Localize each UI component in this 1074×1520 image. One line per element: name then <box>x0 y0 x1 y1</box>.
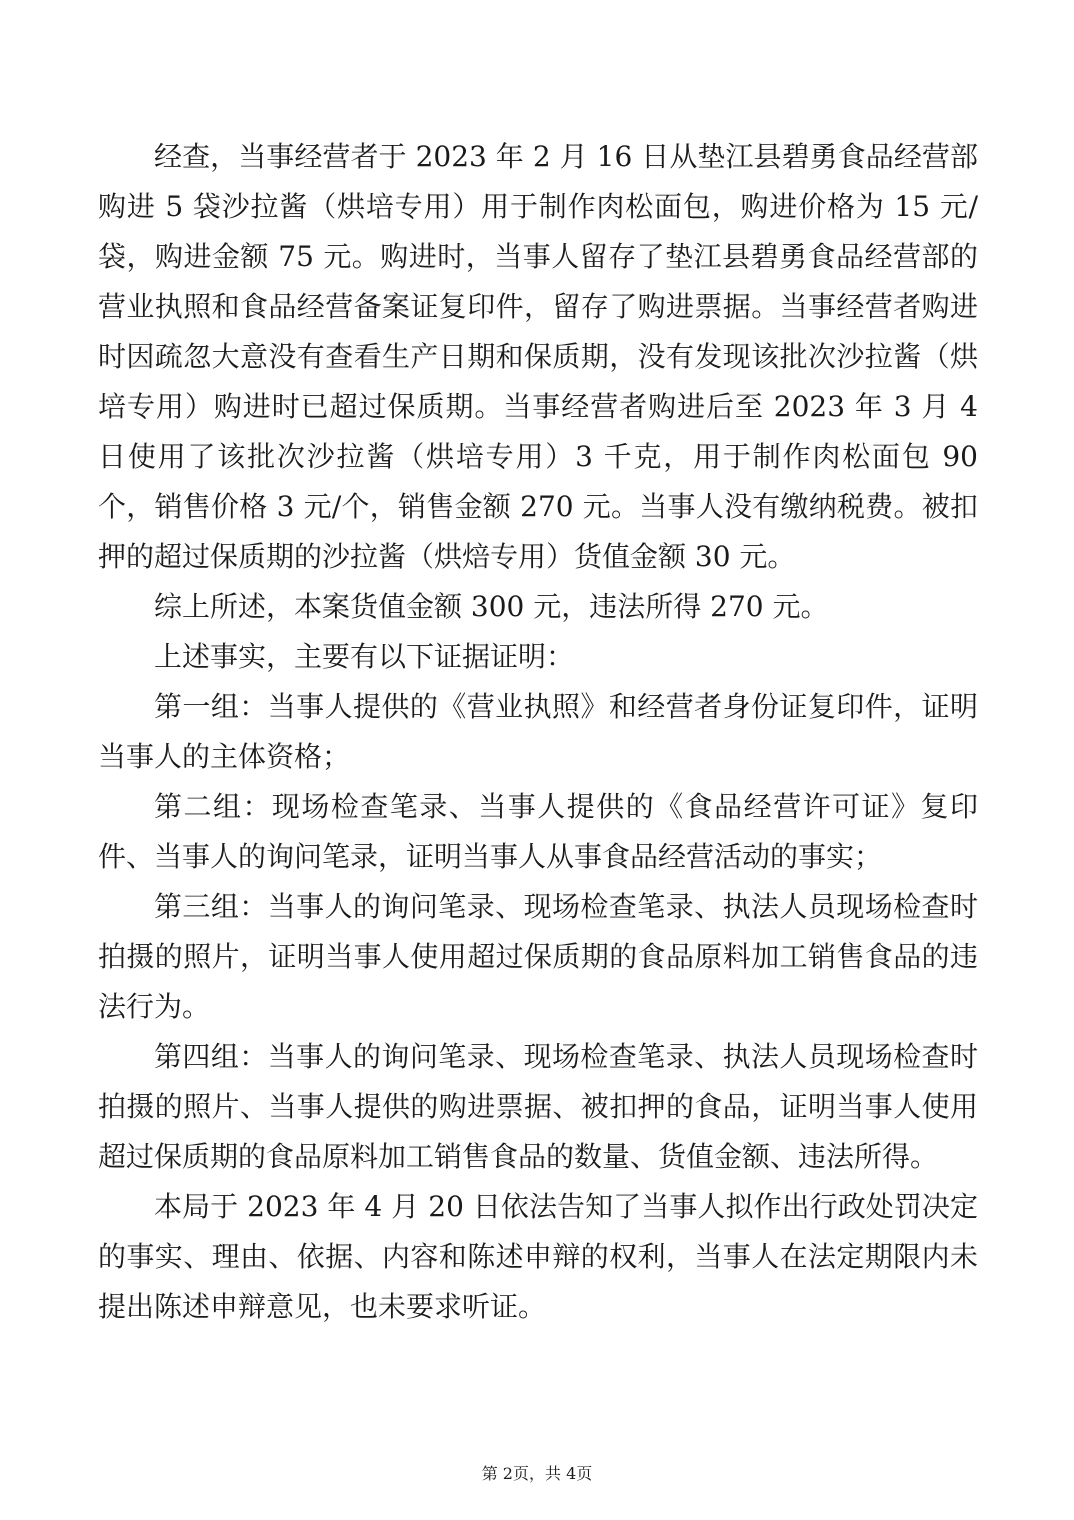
document-body <box>98 132 978 1332</box>
paragraph-evidence-group-2: 第二组：现场检查笔录、当事人提供的《食品经营许可证》复印件、当事人的询问笔录，证明当事人从事食品经营活动的事实； <box>98 790 978 873</box>
paragraph-notification: 本局于 2023 年 4 月 20 日依法告知了当事人拟作出行政处罚决定的事实、理由、依据、内容和陈述申辩的权利，当事人在法定期限内未提出陈述申辩意见，也未要求听证。 <box>98 1190 978 1323</box>
paragraph-evidence-group-4: 第四组：当事人的询问笔录、现场检查笔录、执法人员现场检查时拍摄的照片、当事人提供的购进票据、被扣押的食品，证明当事人使用超过保质期的食品原料加工销售食品的数量、货值金额、违法所得。 <box>98 1040 978 1173</box>
paragraph-evidence-group-1: 第一组：当事人提供的《营业执照》和经营者身份证复印件，证明当事人的主体资格； <box>98 690 978 773</box>
paragraph-investigation-facts: 经查，当事经营者于 2023 年 2 月 16 日从垫江县碧勇食品经营部购进 5 袋沙拉酱（烘培专用）用于制作肉松面包，购进价格为 15 元/袋，购进金额 75 元。购进时，当事人留存了垫江县碧勇食品经营部的营业执照和食品经营备案证复印件，留存了购进票据。当事经营者购进时因疏忽大意没有查看生产日期和保质期，没有发现该批次沙拉酱（烘培专用）购进时已超过保质期。当事经营者购进后至 2023 年 3 月 4 日使用了该批次沙拉酱（烘培专用）3 千克，用于制作肉松面包 90 个，销售价格 3 元/个，销售金额 270 元。当事人没有缴纳税费。被扣押的超过保质期的沙拉酱（烘焙专用）货值金额 30 元。 <box>98 140 978 573</box>
paragraph-evidence-intro: 上述事实，主要有以下证据证明： <box>154 640 575 673</box>
paragraph-evidence-group-3: 第三组：当事人的询问笔录、现场检查笔录、执法人员现场检查时拍摄的照片，证明当事人使用超过保质期的食品原料加工销售食品的违法行为。 <box>98 890 978 1023</box>
paragraph-summary: 综上所述，本案货值金额 300 元，违法所得 270 元。 <box>154 590 829 623</box>
page-number-footer: 第 2页，共 4页 <box>481 1464 593 1483</box>
